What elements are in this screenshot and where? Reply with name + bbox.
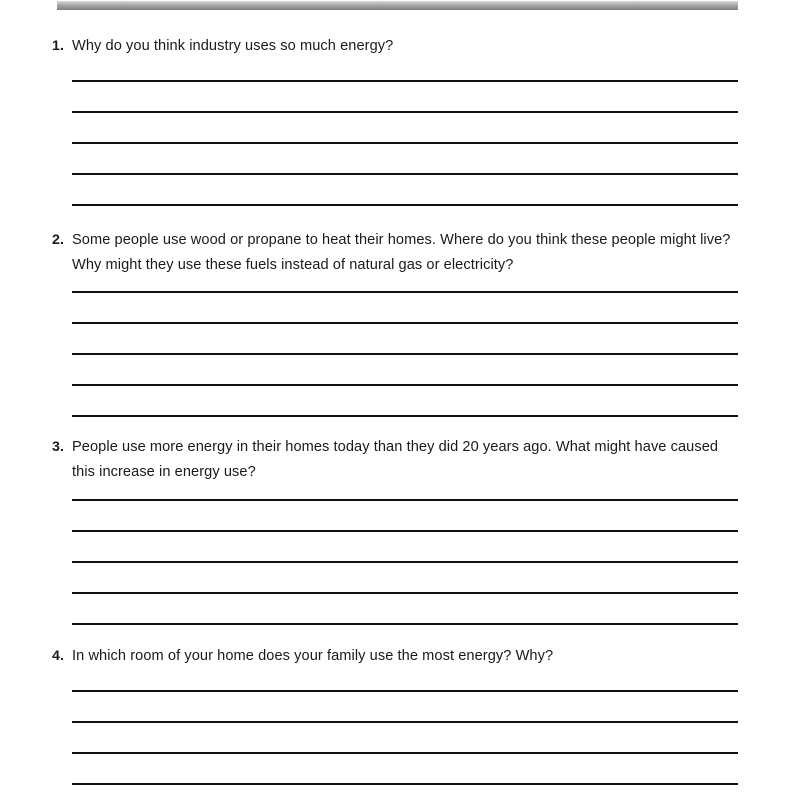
spacer <box>52 669 742 690</box>
answer-line[interactable] <box>72 783 738 785</box>
question-2 <box>52 228 742 278</box>
spacer <box>52 485 742 499</box>
answer-line[interactable] <box>72 80 738 82</box>
question-text-2: Some people use wood or propane to heat their homes. Where do you think these people might live? Why might they use these fuels instead of natural gas or electricity? <box>72 232 731 273</box>
answer-line[interactable] <box>72 173 738 175</box>
question-number-3: 3. <box>52 439 64 455</box>
question-text-4: In which room of your home does your family use the most energy? Why? <box>72 648 554 664</box>
question-text-3: People use more energy in their homes today than they did 20 years ago. What might have caused this increase in energy use? <box>72 439 719 480</box>
header-divider-rule <box>57 1 738 10</box>
question-number-4: 4. <box>52 648 64 664</box>
spacer <box>52 625 742 644</box>
answer-lines-2 <box>72 291 738 417</box>
answer-line[interactable] <box>72 415 738 417</box>
answer-line[interactable] <box>72 353 738 355</box>
question-block-3 <box>52 435 742 625</box>
question-number-2: 2. <box>52 232 64 248</box>
question-number-1: 1. <box>52 38 64 54</box>
spacer <box>52 59 742 80</box>
question-block-4 <box>52 644 742 785</box>
answer-line[interactable] <box>72 530 738 532</box>
answer-line[interactable] <box>72 592 738 594</box>
answer-line[interactable] <box>72 721 738 723</box>
answer-line[interactable] <box>72 690 738 692</box>
answer-line[interactable] <box>72 623 738 625</box>
question-3 <box>52 435 742 485</box>
answer-line[interactable] <box>72 111 738 113</box>
answer-line[interactable] <box>72 142 738 144</box>
spacer <box>52 206 742 228</box>
answer-line[interactable] <box>72 384 738 386</box>
question-list <box>52 34 742 785</box>
answer-line[interactable] <box>72 322 738 324</box>
question-4 <box>52 644 742 669</box>
answer-line[interactable] <box>72 499 738 501</box>
answer-line[interactable] <box>72 561 738 563</box>
question-1 <box>52 34 742 59</box>
question-block-2 <box>52 228 742 417</box>
question-block-1 <box>52 34 742 206</box>
answer-line[interactable] <box>72 291 738 293</box>
question-text-1: Why do you think industry uses so much energy? <box>72 38 394 54</box>
answer-lines-4 <box>72 690 738 785</box>
answer-lines-3 <box>72 499 738 625</box>
answer-lines-1 <box>72 80 738 206</box>
answer-line[interactable] <box>72 204 738 206</box>
spacer <box>52 417 742 435</box>
answer-line[interactable] <box>72 752 738 754</box>
spacer <box>52 278 742 291</box>
